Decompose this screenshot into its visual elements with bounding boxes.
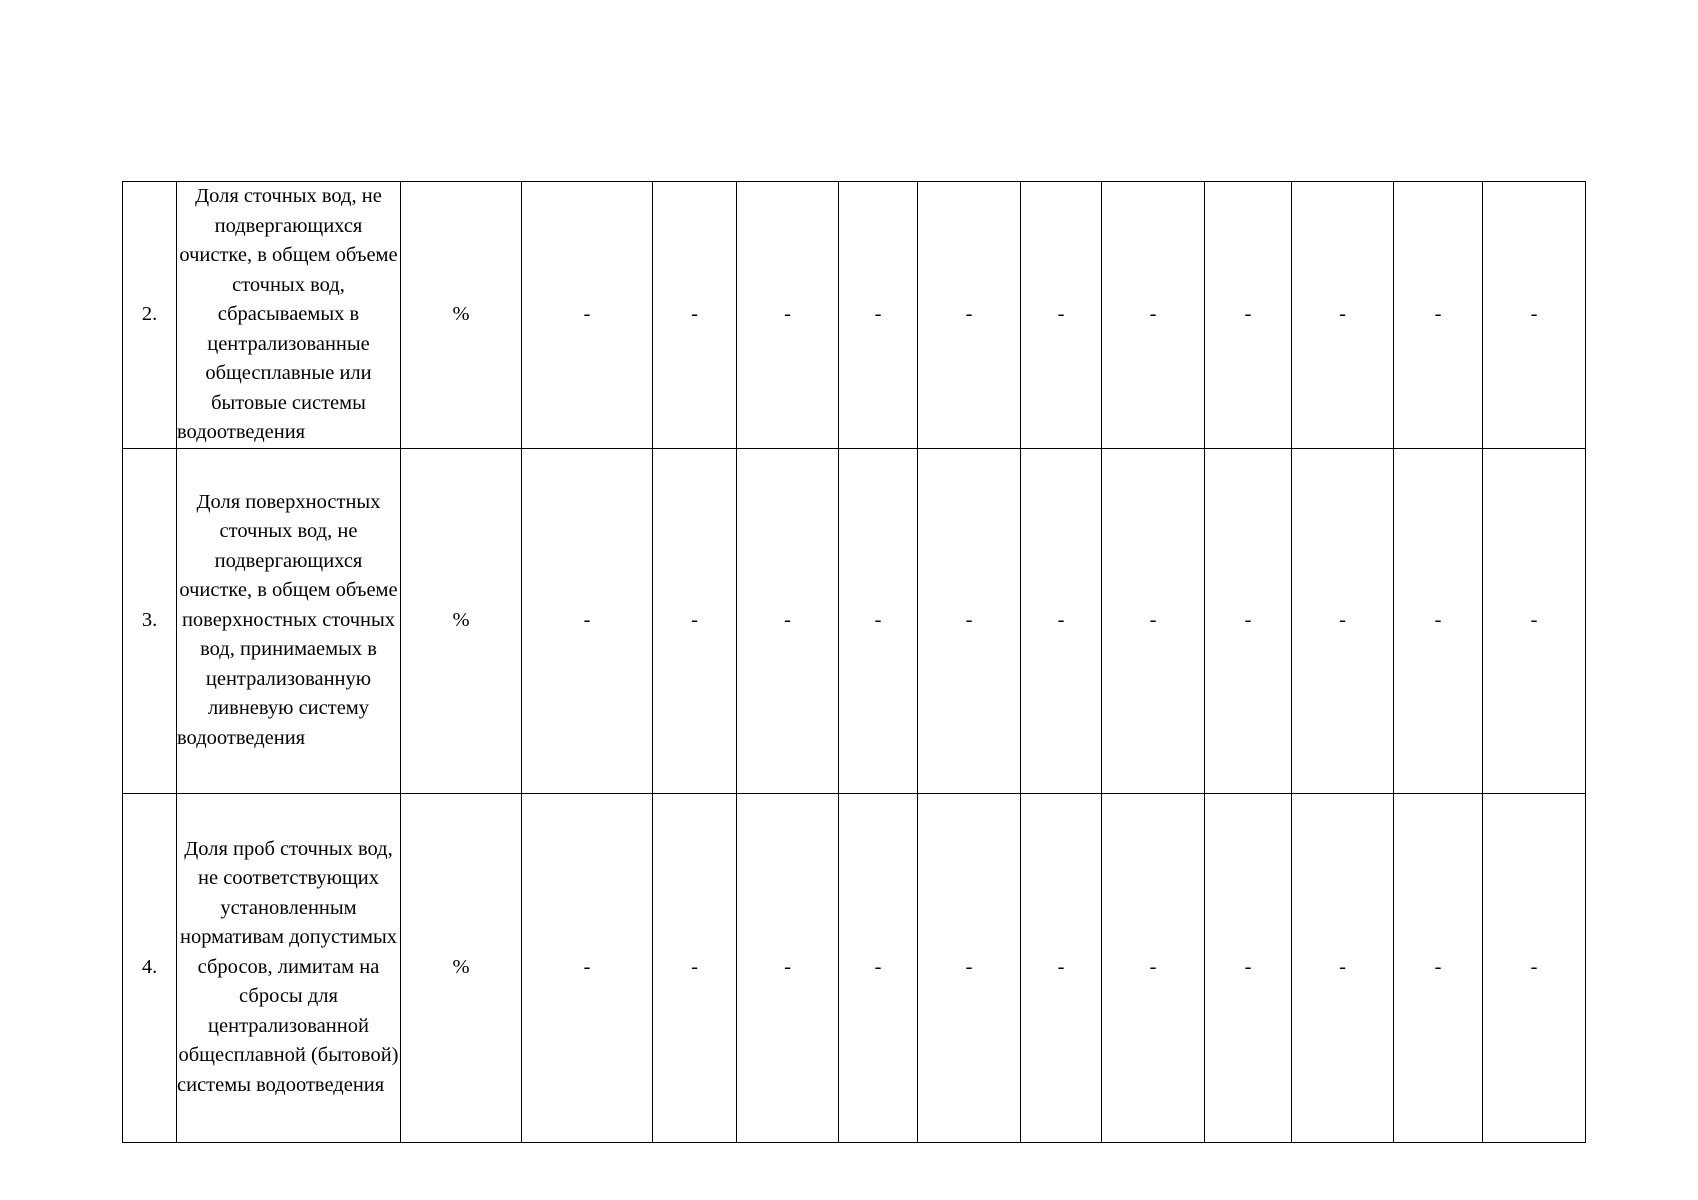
table-cell: - [653, 182, 737, 449]
table-cell: - [653, 793, 737, 1142]
table-cell: - [839, 793, 918, 1142]
table-cell: - [1205, 182, 1292, 449]
row-unit: % [401, 448, 522, 793]
row-unit: % [401, 182, 522, 449]
row-number: 3. [123, 448, 177, 793]
table-cell: - [1102, 448, 1205, 793]
table-cell: - [918, 448, 1021, 793]
table-cell: - [737, 793, 839, 1142]
table-cell: - [1292, 793, 1394, 1142]
table-cell: - [1483, 182, 1586, 449]
table-cell: - [1483, 448, 1586, 793]
row-description: Доля сточных вод, не подвергающихся очистке, в общем объеме сточных вод, сбрасываемых в централизованные общесплавные или бытовые системы водоотведения [177, 182, 401, 449]
table-row [123, 793, 1586, 1142]
table-cell: - [1394, 448, 1483, 793]
table-cell: - [1021, 182, 1102, 449]
table-cell: - [522, 448, 653, 793]
indicators-table [122, 181, 1586, 1143]
table-cell: - [1394, 182, 1483, 449]
row-description: Доля поверхностных сточных вод, не подвергающихся очистке, в общем объеме поверхностных сточных вод, принимаемых в централизованную ливневую систему водоотведения [177, 448, 401, 793]
row-number: 4. [123, 793, 177, 1142]
table-cell: - [1205, 793, 1292, 1142]
table-cell: - [839, 448, 918, 793]
table-cell: - [737, 182, 839, 449]
table-cell: - [522, 793, 653, 1142]
table-cell: - [1102, 793, 1205, 1142]
table-row [123, 182, 1586, 449]
table-cell: - [1394, 793, 1483, 1142]
table-cell: - [737, 448, 839, 793]
row-unit: % [401, 793, 522, 1142]
table-cell: - [1021, 793, 1102, 1142]
table-cell: - [1292, 448, 1394, 793]
table-cell: - [1205, 448, 1292, 793]
table-cell: - [1292, 182, 1394, 449]
table-cell: - [1483, 793, 1586, 1142]
table-cell: - [653, 448, 737, 793]
table-cell: - [1021, 448, 1102, 793]
row-description: Доля проб сточных вод, не соответствующих установленным нормативам допустимых сбросов, лимитам на сбросы для централизованной общесплавной (бытовой) системы водоотведения [177, 793, 401, 1142]
table-row [123, 448, 1586, 793]
table-cell: - [839, 182, 918, 449]
table-cell: - [918, 793, 1021, 1142]
table-cell: - [918, 182, 1021, 449]
table-cell: - [522, 182, 653, 449]
table-cell: - [1102, 182, 1205, 449]
row-number: 2. [123, 182, 177, 449]
